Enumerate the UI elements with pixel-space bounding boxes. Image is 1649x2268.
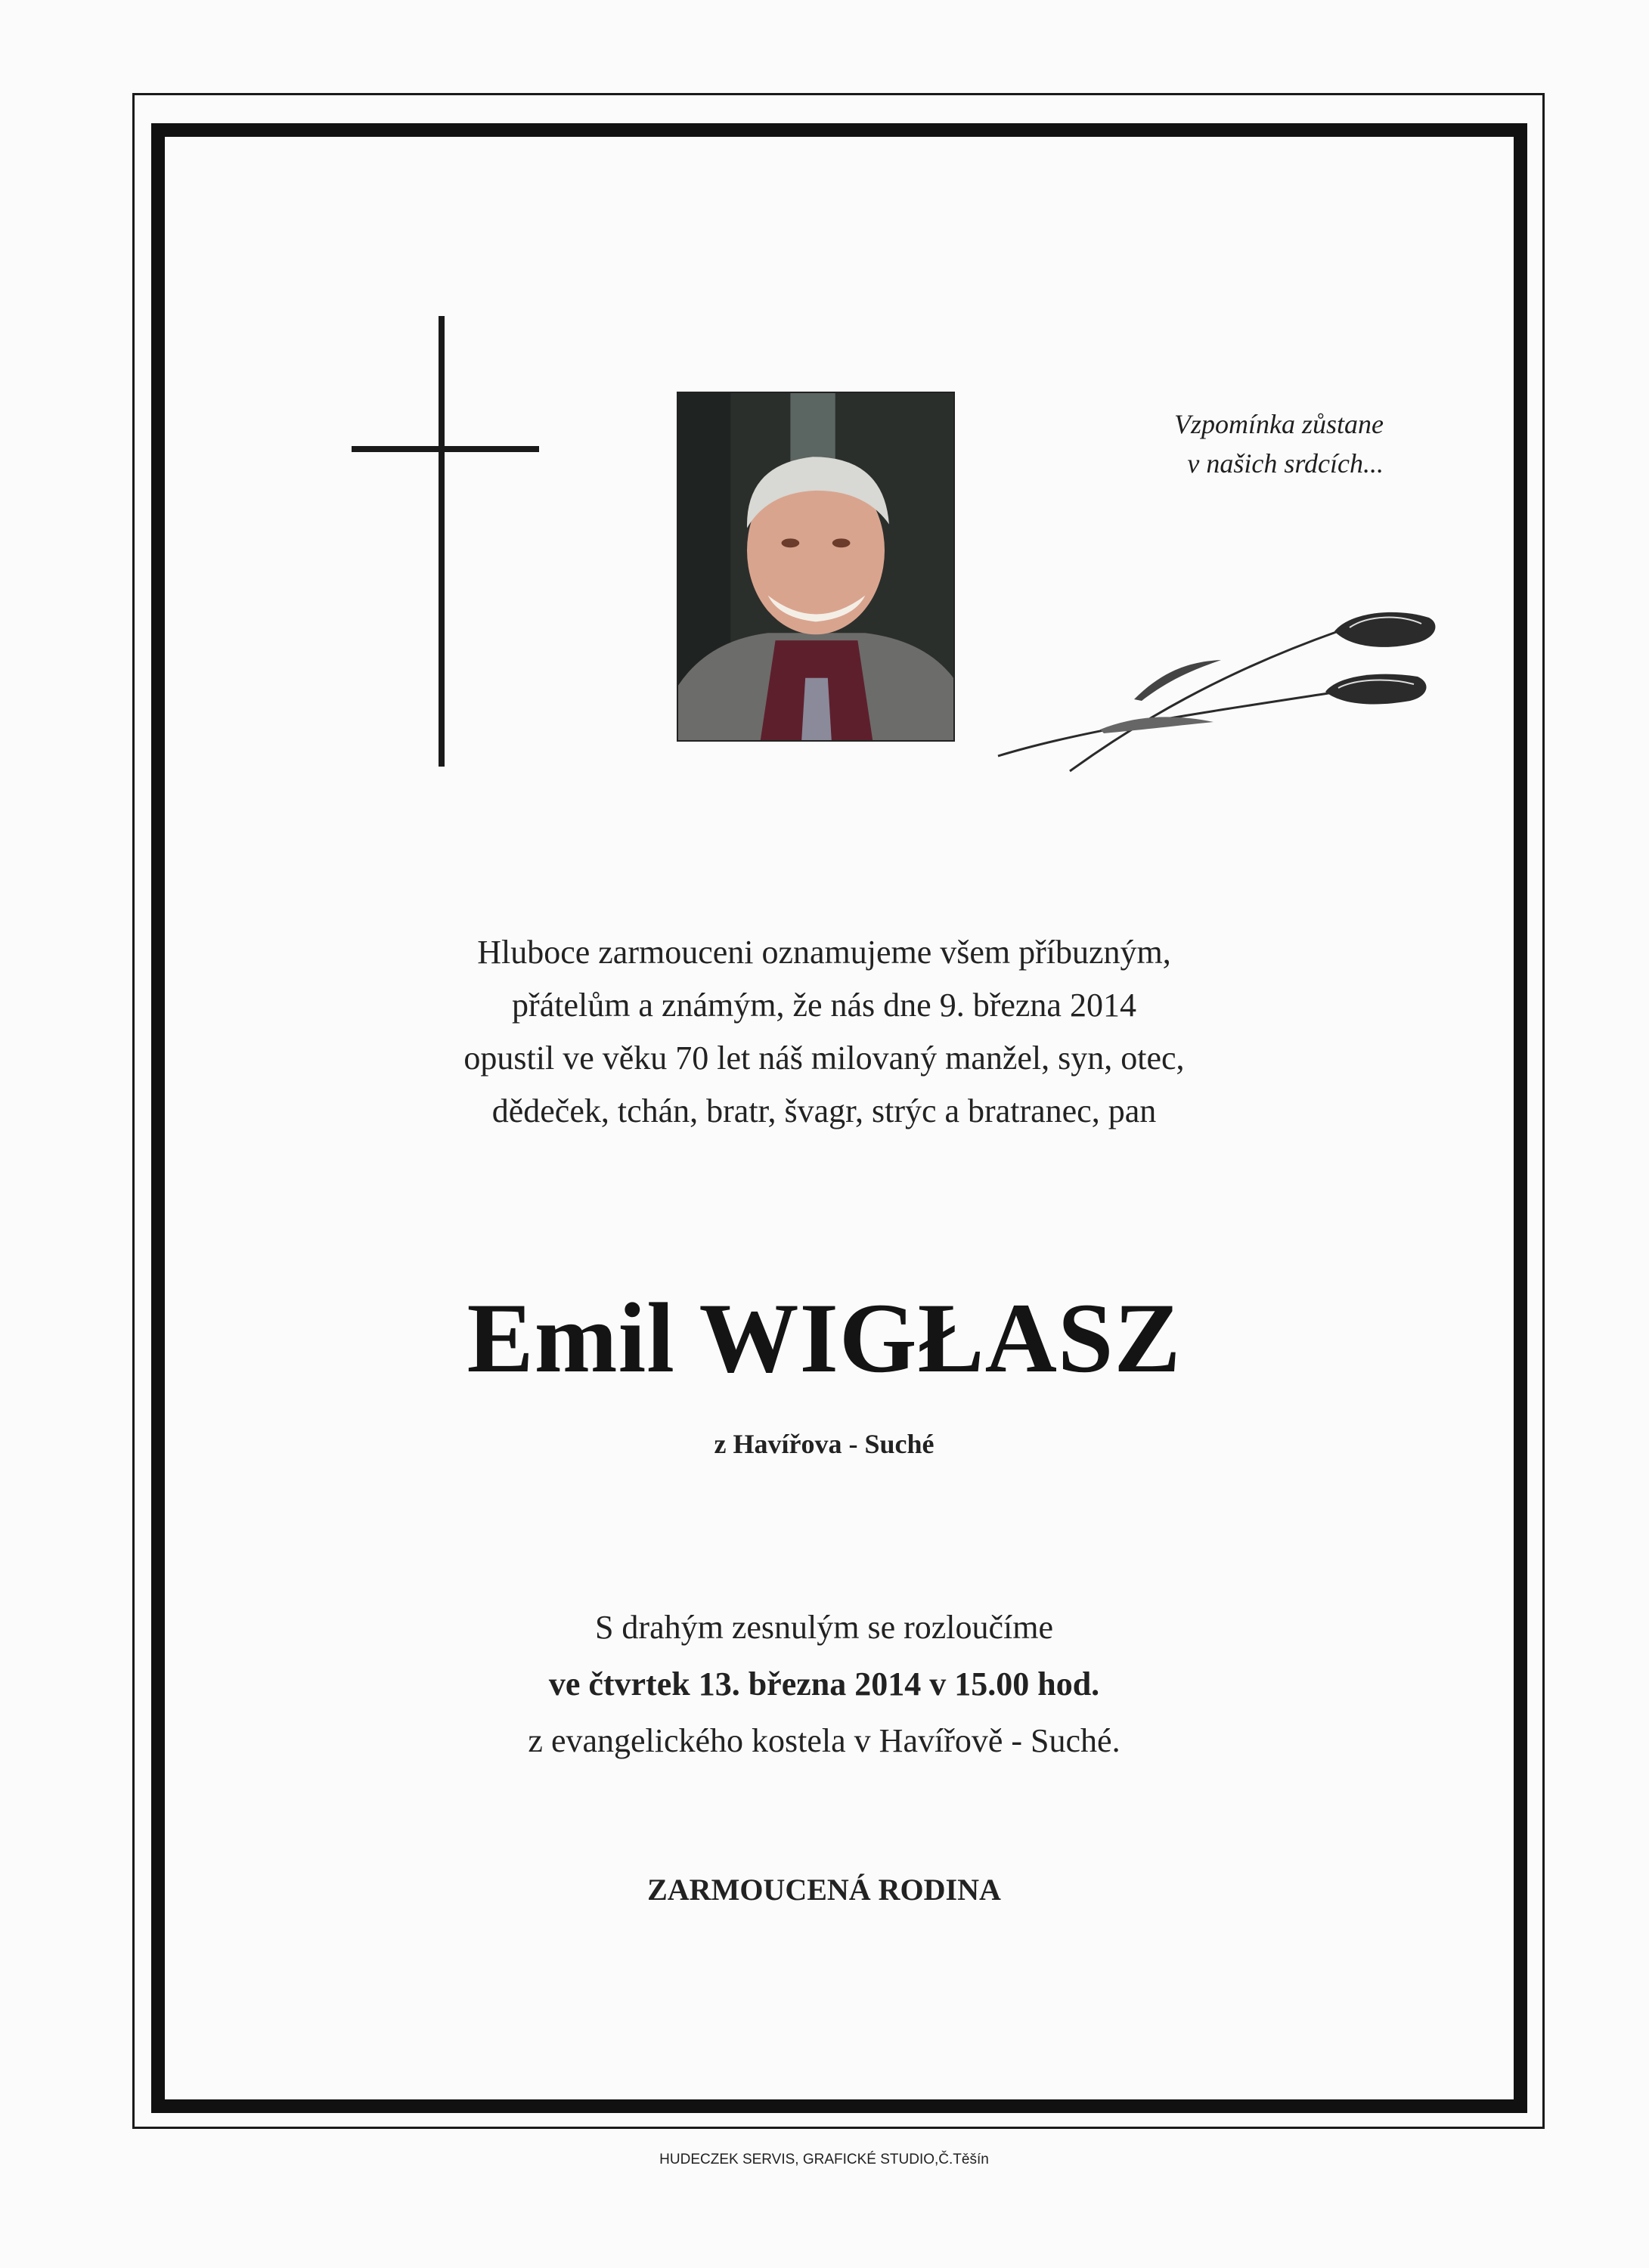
announcement-line-3: opustil ve věku 70 let náš milovaný manžel, syn, otec, [463,1040,1185,1077]
memory-quote [1006,404,1384,483]
portrait-image [678,393,953,740]
cross-vertical-bar [439,316,445,767]
announcement-line-1: Hluboce zarmouceni oznamujeme všem příbuzným, [477,934,1171,971]
funeral-date-time: ve čtvrtek 13. března 2014 v 15.00 hod. [548,1665,1100,1703]
deceased-origin: z Havířova - Suché [714,1429,935,1459]
funeral-location: z evangelického kostela v Havířově - Suché. [528,1722,1121,1759]
memory-quote-line-1: Vzpomínka zůstane [1174,409,1384,439]
family-signature: ZARMOUCENÁ RODINA [647,1873,1001,1907]
portrait-photo [677,392,955,742]
announcement-line-2: přátelům a známým, že nás dne 9. března 2014 [512,987,1136,1024]
death-announcement [302,926,1346,1138]
announcement-line-4: dědeček, tchán, bratr, švagr, strýc a bratranec, pan [491,1092,1157,1129]
printer-credit: HUDECZEK SERVIS, GRAFICKÉ STUDIO,Č.Těšín [659,2152,989,2167]
memory-quote-line-2: v našich srdcích... [1187,448,1384,479]
cross-horizontal-bar [352,446,539,452]
tulip-flowers-icon [994,601,1463,775]
deceased-name: Emil WIGŁASZ [466,1282,1182,1393]
funeral-line-1: S drahým zesnulým se rozloučíme [594,1609,1054,1646]
funeral-details [302,1599,1346,1769]
